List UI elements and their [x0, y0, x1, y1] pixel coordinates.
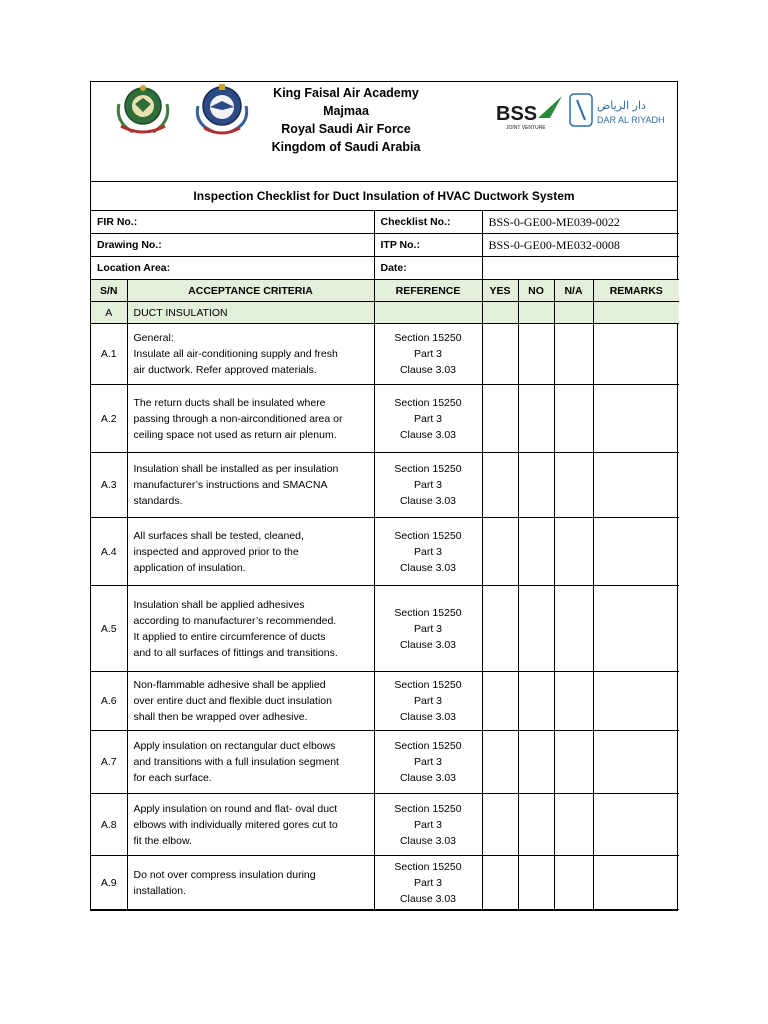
section-remarks-cell — [593, 302, 679, 324]
column-header-criteria: ACCEPTANCE CRITERIA — [127, 280, 374, 302]
row-sn: A.5 — [91, 586, 127, 672]
dar-al-riyadh-logo — [569, 92, 669, 130]
row-sn: A.9 — [91, 856, 127, 910]
criteria-line: application of insulation. — [133, 561, 246, 574]
fir-label: FIR No.: — [91, 211, 374, 234]
date-value — [482, 257, 679, 280]
table-row — [91, 794, 679, 856]
row-criteria — [127, 856, 374, 910]
row-no-cell[interactable] — [518, 518, 554, 586]
row-yes-cell[interactable] — [482, 794, 518, 856]
row-na-cell[interactable] — [554, 794, 593, 856]
table-row — [91, 586, 679, 672]
row-remarks-cell[interactable] — [593, 856, 679, 910]
column-header-reference: REFERENCE — [374, 280, 482, 302]
criteria-line: passing through a non-airconditioned area or — [133, 412, 343, 425]
reference-line: Clause 3.03 — [399, 892, 457, 905]
org-line-3: Kingdom of Saudi Arabia — [271, 140, 421, 154]
checklist-rows — [91, 324, 679, 910]
table-row — [91, 324, 679, 385]
row-reference — [374, 672, 482, 731]
dar-logo-arabic: دار الرياض — [597, 99, 646, 112]
row-no-cell[interactable] — [518, 586, 554, 672]
criteria-line: over entire duct and flexible duct insulation — [133, 695, 332, 707]
reference-line: Clause 3.03 — [399, 495, 457, 507]
row-remarks-cell[interactable] — [593, 385, 679, 453]
section-title: DUCT INSULATION — [127, 302, 374, 324]
column-header-yes: YES — [482, 280, 518, 302]
column-header-na: N/A — [554, 280, 593, 302]
row-remarks-cell[interactable] — [593, 731, 679, 794]
bss-logo-text: BSS — [496, 103, 538, 125]
row-criteria — [127, 586, 374, 672]
column-header-no: NO — [518, 280, 554, 302]
reference-line: Clause 3.03 — [399, 561, 457, 574]
criteria-line: Insulation shall be applied adhesives — [133, 598, 305, 611]
row-remarks-cell[interactable] — [593, 794, 679, 856]
reference-line: Section 15250 — [394, 332, 462, 344]
criteria-line: It applied to entire circumference of ducts — [133, 630, 326, 643]
criteria-line: Do not over compress insulation during — [133, 868, 316, 881]
row-remarks-cell[interactable] — [593, 518, 679, 586]
reference-line: Clause 3.03 — [399, 711, 457, 723]
org-line-2: Royal Saudi Air Force — [281, 122, 411, 136]
row-reference — [374, 324, 482, 385]
row-sn: A.1 — [91, 324, 127, 385]
row-reference — [374, 856, 482, 910]
reference-line: Part 3 — [413, 695, 442, 707]
criteria-line: Insulate all air-conditioning supply and fresh — [133, 348, 338, 360]
row-no-cell[interactable] — [518, 731, 554, 794]
row-reference — [374, 794, 482, 856]
criteria-line: shall then be wrapped over adhesive. — [133, 711, 308, 723]
row-na-cell[interactable] — [554, 586, 593, 672]
row-yes-cell[interactable] — [482, 856, 518, 910]
org-line-1: King Faisal Air Academy Majmaa — [273, 86, 419, 118]
table-row — [91, 453, 679, 518]
row-criteria — [127, 324, 374, 385]
row-remarks-cell[interactable] — [593, 453, 679, 518]
checklist-label: Checklist No.: — [374, 211, 482, 234]
reference-line: Part 3 — [413, 622, 442, 635]
row-na-cell[interactable] — [554, 672, 593, 731]
row-na-cell[interactable] — [554, 453, 593, 518]
reference-line: Part 3 — [413, 348, 442, 360]
row-criteria — [127, 672, 374, 731]
air-force-seal-icon — [192, 82, 252, 137]
row-sn: A.2 — [91, 385, 127, 453]
row-no-cell[interactable] — [518, 453, 554, 518]
row-criteria — [127, 453, 374, 518]
reference-line: Part 3 — [413, 479, 442, 491]
row-yes-cell[interactable] — [482, 385, 518, 453]
row-criteria — [127, 731, 374, 794]
section-reference-cell — [374, 302, 482, 324]
row-na-cell[interactable] — [554, 731, 593, 794]
reference-line: Section 15250 — [394, 606, 462, 619]
table-row — [91, 731, 679, 794]
row-sn: A.8 — [91, 794, 127, 856]
location-label: Location Area: — [91, 257, 374, 280]
itp-value: BSS-0-GE00-ME032-0008 — [482, 234, 679, 257]
criteria-line: inspected and approved prior to the — [133, 545, 299, 558]
criteria-line: and to all surfaces of fittings and transitions. — [133, 646, 338, 659]
table-row — [91, 856, 679, 910]
criteria-line: Apply insulation on round and flat- oval duct — [133, 802, 338, 815]
bss-logo-subtext: JOINT VENTURE — [506, 125, 546, 131]
criteria-line: Non-flammable adhesive shall be applied — [133, 679, 326, 691]
row-remarks-cell[interactable] — [593, 586, 679, 672]
row-reference — [374, 453, 482, 518]
table-row — [91, 385, 679, 453]
criteria-line: air ductwork. Refer approved materials. — [133, 364, 317, 376]
row-reference — [374, 518, 482, 586]
info-row-location — [91, 257, 679, 280]
criteria-line: installation. — [133, 884, 187, 897]
info-row-fir — [91, 211, 679, 234]
drawing-label: Drawing No.: — [91, 234, 374, 257]
itp-label: ITP No.: — [374, 234, 482, 257]
date-label: Date: — [374, 257, 482, 280]
row-no-cell[interactable] — [518, 856, 554, 910]
row-reference — [374, 586, 482, 672]
row-yes-cell[interactable] — [482, 324, 518, 385]
document-header — [91, 82, 677, 182]
reference-line: Clause 3.03 — [399, 772, 457, 784]
row-no-cell[interactable] — [518, 672, 554, 731]
row-criteria — [127, 385, 374, 453]
criteria-line: General: — [133, 332, 174, 344]
table-row — [91, 672, 679, 731]
row-na-cell[interactable] — [554, 518, 593, 586]
reference-line: Clause 3.03 — [399, 638, 457, 651]
bss-logo — [494, 90, 566, 132]
criteria-line: ceiling space not used as return air plenum. — [133, 428, 337, 441]
criteria-line: Apply insulation on rectangular duct elbows — [133, 740, 336, 752]
section-sn: A — [91, 302, 127, 324]
criteria-line: according to manufacturer’s recommended. — [133, 614, 337, 627]
reference-line: Section 15250 — [394, 529, 462, 542]
criteria-line: elbows with individually mitered gores cut to — [133, 818, 338, 831]
air-academy-seal-icon — [113, 82, 173, 137]
checklist-value: BSS-0-GE00-ME039-0022 — [482, 211, 679, 234]
criteria-line: manufacturer’s instructions and SMACNA — [133, 479, 328, 491]
section-na-cell — [554, 302, 593, 324]
reference-line: Clause 3.03 — [399, 834, 457, 847]
criteria-line: All surfaces shall be tested, cleaned, — [133, 529, 304, 542]
criteria-line: Insulation shall be installed as per insulation — [133, 463, 339, 475]
row-yes-cell[interactable] — [482, 672, 518, 731]
row-sn: A.3 — [91, 453, 127, 518]
reference-line: Part 3 — [413, 876, 442, 889]
checklist-table — [91, 211, 679, 910]
reference-line: Clause 3.03 — [399, 428, 457, 441]
section-yes-cell — [482, 302, 518, 324]
reference-line: Part 3 — [413, 412, 442, 425]
row-no-cell[interactable] — [518, 385, 554, 453]
row-sn: A.7 — [91, 731, 127, 794]
row-reference — [374, 385, 482, 453]
reference-line: Part 3 — [413, 545, 442, 558]
row-yes-cell[interactable] — [482, 586, 518, 672]
row-yes-cell[interactable] — [482, 518, 518, 586]
row-na-cell[interactable] — [554, 856, 593, 910]
column-header-row — [91, 280, 679, 302]
row-na-cell[interactable] — [554, 385, 593, 453]
reference-line: Section 15250 — [394, 679, 462, 691]
row-yes-cell[interactable] — [482, 731, 518, 794]
row-remarks-cell[interactable] — [593, 672, 679, 731]
criteria-line: The return ducts shall be insulated where — [133, 396, 326, 409]
row-yes-cell[interactable] — [482, 453, 518, 518]
criteria-line: fit the elbow. — [133, 834, 192, 847]
row-no-cell[interactable] — [518, 324, 554, 385]
reference-line: Section 15250 — [394, 463, 462, 475]
criteria-line: standards. — [133, 495, 183, 507]
reference-line: Part 3 — [413, 756, 442, 768]
column-header-sn: S/N — [91, 280, 127, 302]
reference-line: Clause 3.03 — [399, 364, 457, 376]
dar-logo-text: DAR AL RIYADH — [597, 115, 665, 125]
row-no-cell[interactable] — [518, 794, 554, 856]
organization-name — [251, 84, 441, 156]
criteria-line: for each surface. — [133, 772, 212, 784]
table-row — [91, 518, 679, 586]
reference-line: Section 15250 — [394, 396, 462, 409]
info-row-drawing — [91, 234, 679, 257]
reference-line: Section 15250 — [394, 740, 462, 752]
row-criteria — [127, 794, 374, 856]
column-header-remarks: REMARKS — [593, 280, 679, 302]
section-row — [91, 302, 679, 324]
reference-line: Section 15250 — [394, 860, 462, 873]
row-na-cell[interactable] — [554, 324, 593, 385]
row-criteria — [127, 518, 374, 586]
section-no-cell — [518, 302, 554, 324]
reference-line: Section 15250 — [394, 802, 462, 815]
document-title: Inspection Checklist for Duct Insulation of HVAC Ductwork System — [91, 182, 677, 211]
row-remarks-cell[interactable] — [593, 324, 679, 385]
reference-line: Part 3 — [413, 818, 442, 831]
row-reference — [374, 731, 482, 794]
checklist-sheet — [90, 81, 678, 911]
row-sn: A.4 — [91, 518, 127, 586]
row-sn: A.6 — [91, 672, 127, 731]
criteria-line: and transitions with a full insulation segment — [133, 756, 339, 768]
